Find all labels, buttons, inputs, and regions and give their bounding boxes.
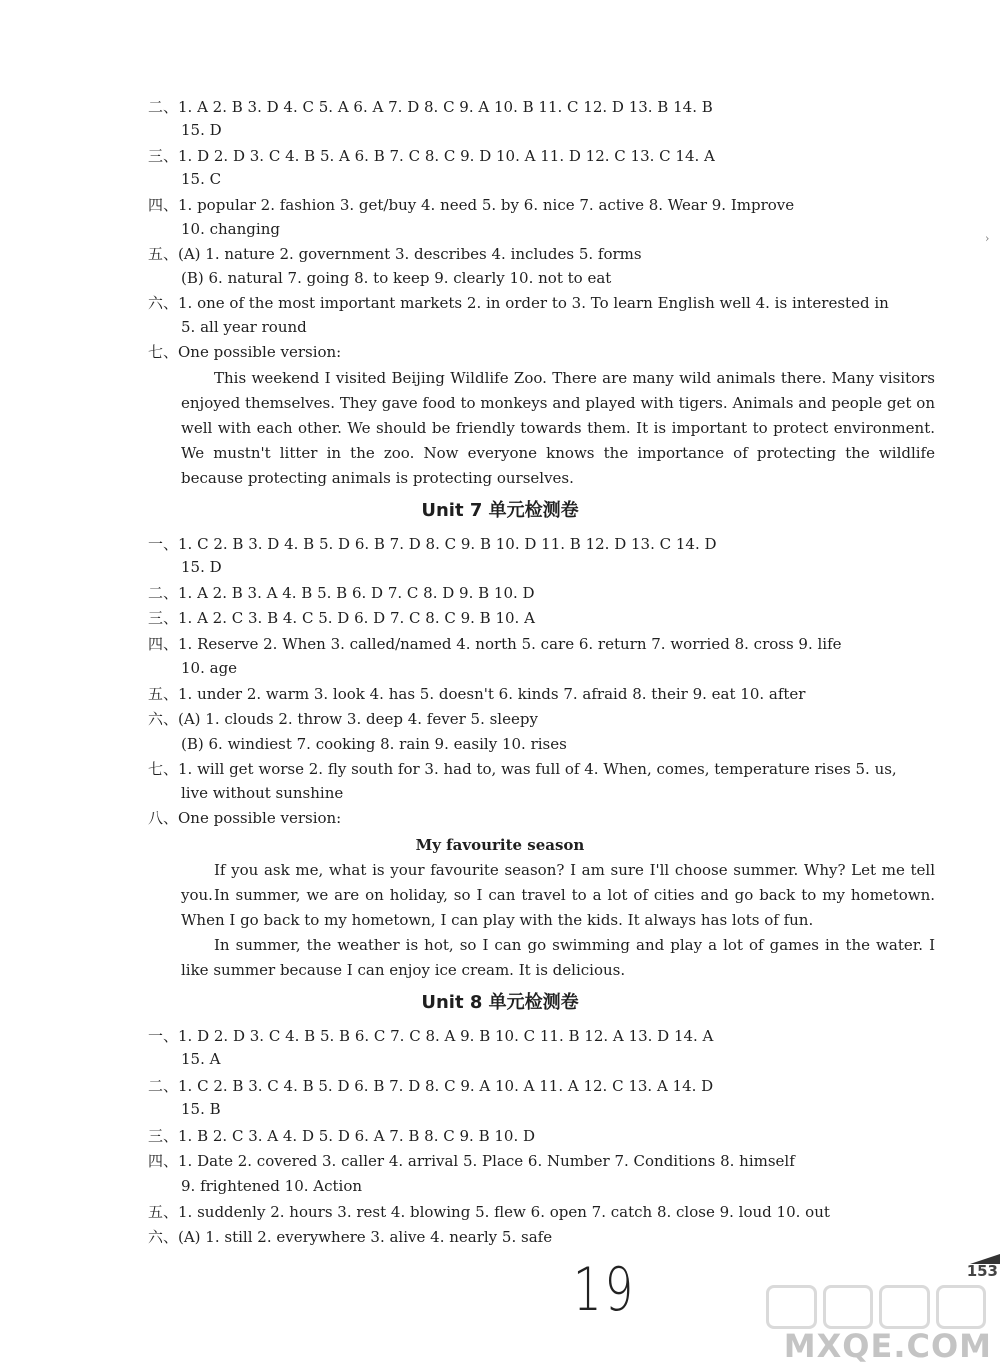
u8-section-4-line-2: 9. frightened 10. Action — [181, 1177, 363, 1195]
edge-mark: › — [985, 232, 990, 245]
u6-section-6-line-2: 5. all year round — [181, 318, 307, 336]
u7-section-4-line-1: 四、1. Reserve 2. When 3. called/named 4. north 5. care 6. return 7. worried 8. cross 9. life — [148, 635, 842, 653]
u7-essay-paragraph-1: If you ask me, what is your favourite season? I am sure I'll choose summer. Why? Let me tell you. — [181, 861, 935, 904]
u6-section-4-line-2: 10. changing — [181, 220, 280, 238]
u7-section-4-line-2: 10. age — [181, 659, 238, 677]
u8-section-2-line-1: 二、1. C 2. B 3. C 4. B 5. D 6. B 7. D 8. C 9. A 10. A 11. A 12. C 13. A 14. D — [148, 1077, 714, 1095]
watermark — [736, 1283, 996, 1367]
u7-section-2-line: 二、1. A 2. B 3. A 4. B 5. B 6. D 7. C 8. D 9. B 10. D — [148, 584, 535, 602]
watermark-logo-icon — [766, 1285, 986, 1325]
u6-essay: This weekend I visited Beijing Wildlife Zoo. There are many wild animals there. Many visitors enjoyed themselves. They gave food to monkeys and played with tigers. Animals and people get on well with each other. We should be friendly towards them. It is important to protect environment. We mustn't litter in the zoo. Now everyone knows the importance of protecting the wildlife because protecting animals is protecting ourselves. — [181, 369, 935, 487]
u7-section-3-line: 三、1. A 2. C 3. B 4. C 5. D 6. D 7. C 8. C 9. B 10. A — [148, 609, 535, 627]
u7-section-6-line-2: (B) 6. windiest 7. cooking 8. rain 9. easily 10. rises — [181, 735, 567, 753]
u8-section-2-line-2: 15. B — [181, 1100, 221, 1118]
u6-section-6-line-1: 六、1. one of the most important markets 2. in order to 3. To learn English well 4. is interested in — [148, 294, 889, 312]
u6-section-4-line-1: 四、1. popular 2. fashion 3. get/buy 4. need 5. by 6. nice 7. active 8. Wear 9. Improve — [148, 196, 795, 214]
u8-section-5-line: 五、1. suddenly 2. hours 3. rest 4. blowing 5. flew 6. open 7. catch 8. close 9. loud 10. out — [148, 1203, 830, 1221]
u7-section-7-line-2: live without sunshine — [181, 784, 344, 802]
u7-section-1-line-2: 15. D — [181, 558, 222, 576]
u6-section-3-line-1: 三、1. D 2. D 3. C 4. B 5. A 6. B 7. C 8. C 9. D 10. A 11. D 12. C 13. C 14. A — [148, 147, 715, 165]
u7-section-7-line-1: 七、1. will get worse 2. fly south for 3. had to, was full of 4. When, comes, temperature rises 5. us, — [148, 760, 897, 778]
u7-section-8-label: 八、One possible version: — [148, 809, 342, 827]
u8-section-6-line: 六、(A) 1. still 2. everywhere 3. alive 4. nearly 5. safe — [148, 1228, 553, 1246]
u7-section-6-line-1: 六、(A) 1. clouds 2. throw 3. deep 4. fever 5. sleepy — [148, 710, 538, 728]
unit7-heading: Unit 7 单元检测卷 — [421, 500, 579, 521]
u6-section-7-label: 七、One possible version: — [148, 343, 342, 361]
u6-section-2-line-2: 15. D — [181, 121, 222, 139]
u8-section-4-line-1: 四、1. Date 2. covered 3. caller 4. arrival 5. Place 6. Number 7. Conditions 8. himself — [148, 1152, 795, 1170]
u8-section-3-line: 三、1. B 2. C 3. A 4. D 5. D 6. A 7. B 8. C 9. B 10. D — [148, 1127, 536, 1145]
u7-section-1-line-1: 一、1. C 2. B 3. D 4. B 5. D 6. B 7. D 8. C 9. B 10. D 11. B 12. D 13. C 14. D — [148, 535, 717, 553]
unit8-heading: Unit 8 单元检测卷 — [421, 992, 579, 1013]
handwritten-number: 19 — [573, 1255, 637, 1325]
u7-essay-paragraph-2: In summer, we are on holiday, so I can travel to a lot of cities and go back to my hometown. When I go back to my hometown, I can play with the kids. It always has lots of fun. — [181, 886, 935, 929]
watermark-text: MXQE.COM — [783, 1327, 992, 1365]
u8-section-1-line-2: 15. A — [181, 1050, 221, 1068]
u6-section-2-line-1: 二、1. A 2. B 3. D 4. C 5. A 6. A 7. D 8. C 9. A 10. B 11. C 12. D 13. B 14. B — [148, 98, 713, 116]
u6-section-3-line-2: 15. C — [181, 170, 222, 188]
page-number: 153 — [964, 1262, 1000, 1292]
u8-section-1-line-1: 一、1. D 2. D 3. C 4. B 5. B 6. C 7. C 8. A 9. B 10. C 11. B 12. A 13. D 14. A — [148, 1027, 714, 1045]
u7-essay-paragraph-3: In summer, the weather is hot, so I can go swimming and play a lot of games in the water. I like summer because I can enjoy ice cream. It is delicious. — [181, 936, 935, 979]
u6-section-5-line-1: 五、(A) 1. nature 2. government 3. describes 4. includes 5. forms — [148, 245, 642, 263]
u6-section-5-line-2: (B) 6. natural 7. going 8. to keep 9. clearly 10. not to eat — [181, 269, 612, 287]
u7-essay-title: My favourite season — [415, 836, 585, 854]
u7-section-5-line: 五、1. under 2. warm 3. look 4. has 5. doesn't 6. kinds 7. afraid 8. their 9. eat 10. after — [148, 685, 806, 703]
